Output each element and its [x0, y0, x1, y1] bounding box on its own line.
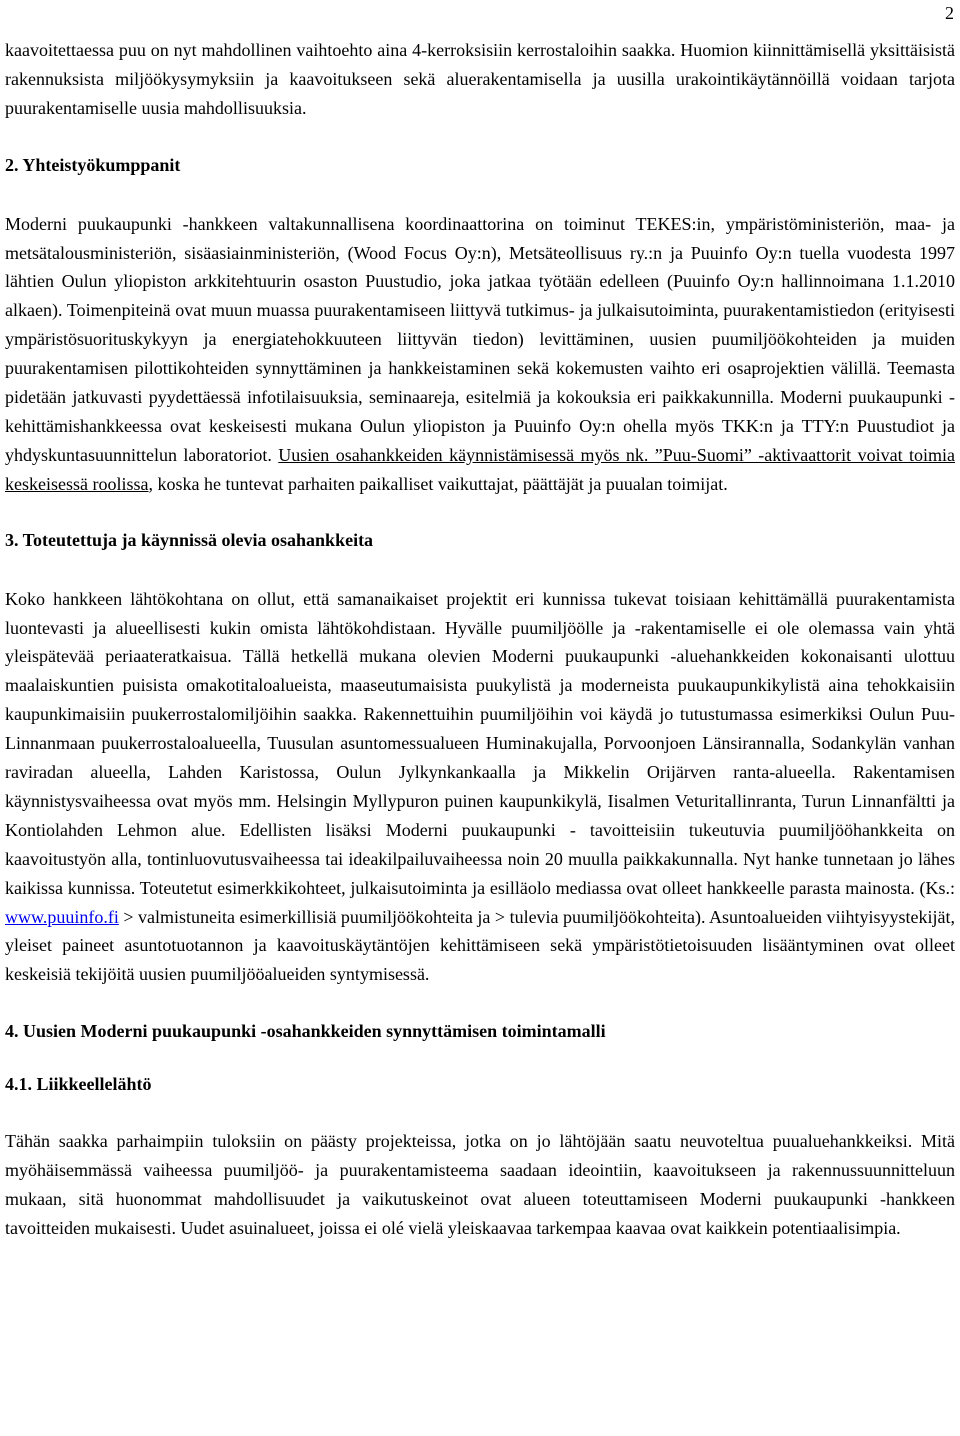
section-4-1-paragraph: Tähän saakka parhaimpiin tuloksiin on päästy projekteissa, jotka on jo lähtöjään saatu neuvoteltua puualuehankkeiksi. Mitä myöhäisemmässä vaiheessa puumiljöö- ja puurakentamisteema saadaan ideointiin, kaavoitukseen ja rakennussuunnitteluun mukaan, sitä huonommat mahdollisuudet ja vaikutuskeinot ovat alueen toteuttamiseen Moderni puukaupunki -hankkeen tavoitteiden mukaisesti. Uudet asuinalueet, joissa ei olé vielä yleiskaavaa tarkempaa kaavaa ovat kaikkein potentiaalisimpia.	[5, 1131, 955, 1238]
section-4-1-heading: 4.1. Liikkeellelähtö	[5, 1074, 152, 1095]
document-body	[5, 36, 955, 1243]
section-3-text-a: Koko hankkeen lähtökohtana on ollut, että samanaikaiset projektit eri kunnissa tukevat toisiaan kehittämällä puurakentamista luontevasti ja alueellisesti kukin omista lähtökohdistaan. Hyvälle puumiljöölle ja -rakentamiselle ei ole olemassa vain yhtä yleispätevää periaateratkaisua. Tällä hetkellä mukana olevien Moderni puukaupunki -aluehankkeiden kokonaisanti ulottuu maalaiskuntien puisista omakotitaloalueista, maaseutumaisista puukylistä ja moderneista puukaupunkikylistä aina tehokkaisiin kaupunkimaisiin puukerrostalomiljöihin saakka. Rakennettuihin puumiljöihin voi käydä jo tutustumassa esimerkiksi Oulun Puu-Linnanmaan puukerrostaloalueella, Tuusulan asuntomessualueen Huminakujalla, Porvoonjoen Länsirannalla, Sodankylän vanhan raviradan alueella, Lahden Karistossa, Oulun Jylkynkankaalla ja Mikkelin Orijärven ranta-alueella. Rakentamisen käynnistysvaiheessa ovat myös mm. Helsingin Myllypuron puinen kaupunkikylä, Iisalmen Veturitallinranta, Turun Linnanfältti ja Kontiolahden Lehmon alue. Edellisten lisäksi Moderni puukaupunki - tavoitteisiin tukeutuvia puumiljööhankkeita on kaavoitustyön alla, tontinluovutusvaiheessa tai ideakilpailuvaiheessa noin 20 muulla paikkakunnalla. Nyt hanke tunnetaan jo lähes kaikissa kunnissa. Toteutetut esimerkkikohteet, julkaisutoiminta ja esilläolo mediassa ovat olleet hankkeelle parasta mainosta. (Ks.:	[5, 588, 955, 898]
section-2-paragraph	[5, 210, 955, 499]
intro-paragraph: kaavoitettaessa puu on nyt mahdollinen vaihtoehto aina 4-kerroksisiin kerrostaloihin saakka. Huomion kiinnittämisellä yksittäisistä rakennuksista miljöökysymyksiin ja kaavoitukseen sekä aluerakentamisella ja uusilla urakointikäytännöillä voidaan tarjota puurakentamiselle uusia mahdollisuuksia.	[5, 40, 955, 118]
section-4-heading: 4. Uusien Moderni puukaupunki -osahankkeiden synnyttämisen toimintamalli	[5, 1021, 606, 1042]
page-number: 2	[945, 3, 954, 23]
section-3-text-b: > valmistuneita esimerkillisiä puumiljöökohteita ja > tulevia puumiljöökohteita). Asuntoalueiden viihtyisyystekijät, yleiset paineet asuntotuotannon ja kaavoituskäytäntöjen kehittämiseen sekä ympäristötietoisuuden lisääntyminen ovat olleet keskeisiä tekijöitä uusien puumiljööalueiden syntymisessä.	[5, 906, 956, 985]
puuinfo-link[interactable]: www.puuinfo.fi	[5, 906, 119, 927]
section-3-heading: 3. Toteutettuja ja käynnissä olevia osahankkeita	[5, 529, 374, 550]
section-2-text-a: Moderni puukaupunki -hankkeen valtakunnallisena koordinaattorina on toiminut TEKES:in, ympäristöministeriön, maa- ja metsätalousministeriön, sisäasiainministeriön, (Wood Focus Oy:n), Metsäteollisuus ry.:n ja Puuinfo Oy:n tuella vuodesta 1997 lähtien Oulun yliopiston arkkitehtuurin osaston Puustudio, joka jatkaa työtään edelleen (Puuinfo Oy:n hallinnoimana 1.1.2010 alkaen). Toimenpiteinä ovat muun muassa puurakentamiseen liittyvä tutkimus- ja julkaisutoiminta, puurakentamistiedon (erityisesti ympäristösuorituskykyyn ja energiatehokkuuteen liittyvän tiedon) levittäminen, uusien puumiljöökohteiden ja muiden puurakentamisen pilottikohteiden synnyttäminen ja hankkeistaminen sekä kokemusten vaihto eri osaprojektien välillä. Teemasta pidetään jatkuvasti pyydettäessä infotilaisuuksia, seminaareja, esitelmiä ja kokouksia eri paikkakunnilla. Moderni puukaupunki -kehittämishankkeessa ovat keskeisesti mukana Oulun yliopiston ja Puuinfo Oy:n ohella myös TKK:n ja TTY:n Puustudiot ja yhdyskuntasuunnittelun laboratoriot.	[5, 213, 955, 465]
section-3-paragraph	[5, 585, 955, 990]
section-2-underlined-text: Uusien osahankkeiden käynnistämisessä myös nk. ”Puu-Suomi” -aktivaattorit voivat toimia keskeisessä roolissa	[5, 444, 955, 494]
section-2-heading: 2. Yhteistyökumppanit	[5, 154, 181, 175]
section-2-text-b: , koska he tuntevat parhaiten paikalliset vaikuttajat, päättäjät ja puualan toimijat.	[148, 473, 728, 494]
